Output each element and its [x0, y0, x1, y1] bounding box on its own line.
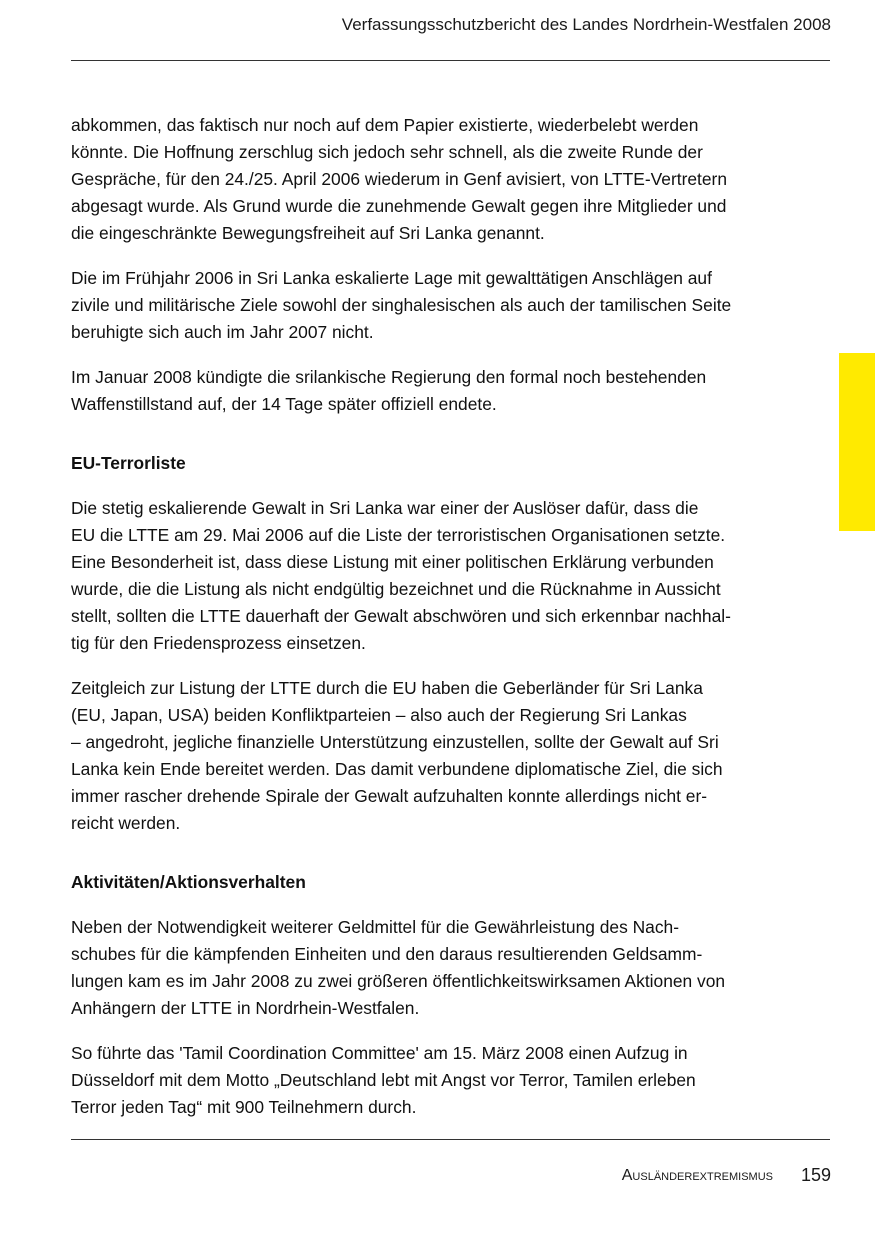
text-line: – angedroht, jegliche finanzielle Unterstützung einzustellen, sollte der Gewalt auf Sri [71, 732, 719, 752]
page-number: 159 [800, 1165, 831, 1185]
page-body [71, 112, 795, 1121]
paragraph [71, 675, 795, 837]
text-line: Anhängern der LTTE in Nordrhein-Westfalen. [71, 998, 420, 1018]
text-line: Die stetig eskalierende Gewalt in Sri Lanka war einer der Auslöser dafür, dass die [71, 498, 699, 518]
running-header-title: Verfassungsschutzbericht des Landes Nordrhein-Westfalen 2008 [341, 15, 831, 34]
text-line: immer rascher drehende Spirale der Gewalt aufzuhalten konnte allerdings nicht er- [71, 786, 708, 806]
text-line: Zeitgleich zur Listung der LTTE durch die EU haben die Geberländer für Sri Lanka [71, 678, 703, 698]
text-line: Waffenstillstand auf, der 14 Tage später offiziell endete. [71, 394, 497, 414]
text-line: Lanka kein Ende bereitet werden. Das damit verbundene diplomatische Ziel, die sich [71, 759, 723, 779]
text-line: lungen kam es im Jahr 2008 zu zwei größeren öffentlichkeitswirksamen Aktionen von [71, 971, 726, 991]
text-line: EU die LTTE am 29. Mai 2006 auf die Liste der terroristischen Organisationen setzte. [71, 525, 726, 545]
section-marker-tab [839, 353, 875, 531]
text-line: Eine Besonderheit ist, dass diese Listung mit einer politischen Erklärung verbunden [71, 552, 714, 572]
text-line: reicht werden. [71, 813, 181, 833]
text-line: tig für den Friedensprozess einsetzen. [71, 633, 366, 653]
text-line: Im Januar 2008 kündigte die srilankische Regierung den formal noch bestehenden [71, 367, 707, 387]
text-line: Terror jeden Tag“ mit 900 Teilnehmern durch. [71, 1097, 417, 1117]
section-heading-eu-terrorliste: EU-Terrorliste [71, 453, 186, 473]
header-divider [71, 60, 830, 61]
text-line: stellt, sollten die LTTE dauerhaft der Gewalt abschwören und sich erkennbar nachhal- [71, 606, 731, 626]
paragraph [71, 364, 795, 418]
text-line: (EU, Japan, USA) beiden Konfliktparteien – also auch der Regierung Sri Lankas [71, 705, 687, 725]
text-line: abgesagt wurde. Als Grund wurde die zunehmende Gewalt gegen ihre Mitglieder und [71, 196, 727, 216]
text-line: Neben der Notwendigkeit weiterer Geldmittel für die Gewährleistung des Nach- [71, 917, 680, 937]
footer-divider [71, 1139, 830, 1140]
text-line: Düsseldorf mit dem Motto „Deutschland lebt mit Angst vor Terror, Tamilen erleben [71, 1070, 696, 1090]
text-line: könnte. Die Hoffnung zerschlug sich jedoch sehr schnell, als die zweite Runde der [71, 142, 703, 162]
text-line: beruhigte sich auch im Jahr 2007 nicht. [71, 322, 374, 342]
paragraph [71, 1040, 795, 1121]
text-line: schubes für die kämpfenden Einheiten und den daraus resultierenden Geldsamm- [71, 944, 703, 964]
text-line: die eingeschränkte Bewegungsfreiheit auf Sri Lanka genannt. [71, 223, 545, 243]
footer-section-title: Ausländerextremismus [621, 1167, 773, 1184]
text-line: wurde, die die Listung als nicht endgültig bezeichnet und die Rücknahme in Aussicht [71, 579, 721, 599]
text-line: zivile und militärische Ziele sowohl der singhalesischen als auch der tamilischen Seite [71, 295, 732, 315]
paragraph [71, 914, 795, 1022]
text-line: So führte das 'Tamil Coordination Committee' am 15. März 2008 einen Aufzug in [71, 1043, 688, 1063]
section-heading-aktivitaeten: Aktivitäten/Aktionsverhalten [71, 872, 306, 892]
text-line: Gespräche, für den 24./25. April 2006 wiederum in Genf avisiert, von LTTE-Vertretern [71, 169, 728, 189]
text-line: abkommen, das faktisch nur noch auf dem Papier existierte, wiederbelebt werden [71, 115, 699, 135]
paragraph [71, 495, 795, 657]
paragraph [71, 112, 795, 247]
paragraph [71, 265, 795, 346]
text-line: Die im Frühjahr 2006 in Sri Lanka eskalierte Lage mit gewalttätigen Anschlägen auf [71, 268, 712, 288]
